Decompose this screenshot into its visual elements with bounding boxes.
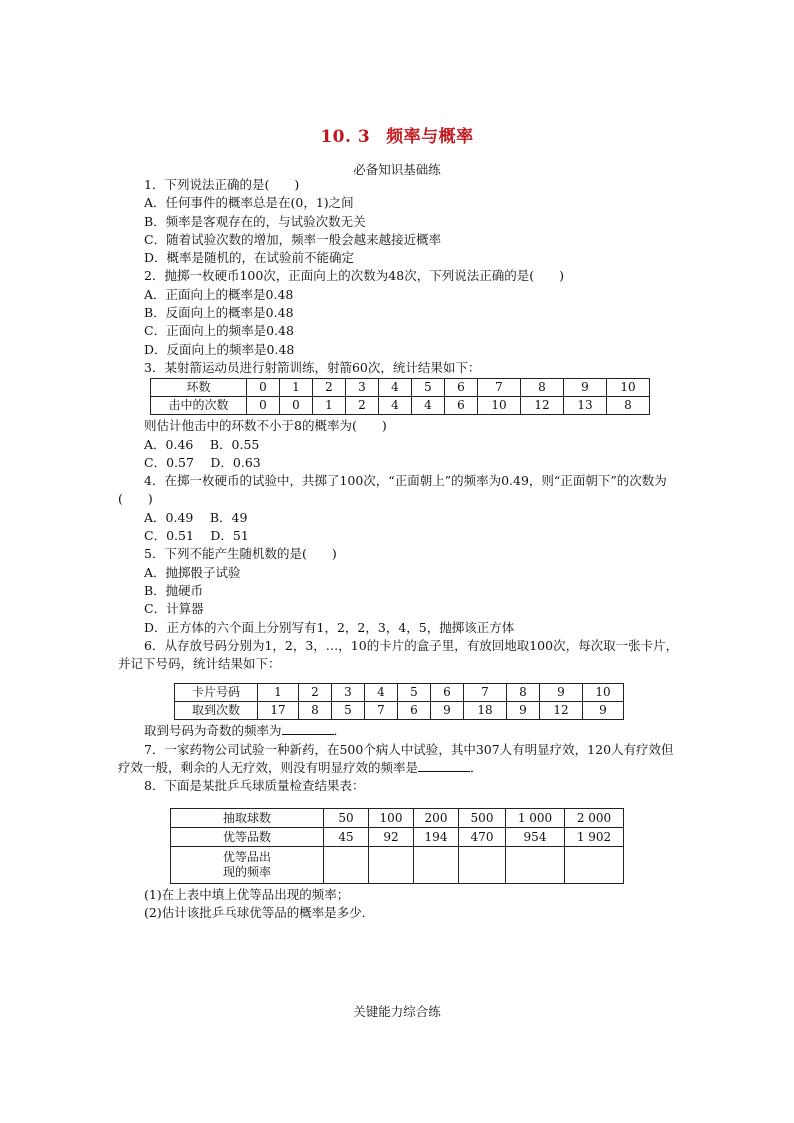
table-cell: 200 <box>414 808 459 827</box>
question-8-sub-2: (2)估计该批乒乓球优等品的概率是多少． <box>144 904 375 920</box>
frequency-answer-cell[interactable] <box>369 846 414 883</box>
question-3-stem: 3．某射箭运动员进行射箭训练，射箭60次，统计结果如下： <box>144 359 481 375</box>
table-cell: 100 <box>369 808 414 827</box>
question-7-end: ． <box>470 760 483 776</box>
table-cell: 1 902 <box>565 827 624 846</box>
question-5-stem: 5．下列不能产生随机数的是( ) <box>144 546 337 562</box>
table-cell: 13 <box>564 397 607 415</box>
table-cell: 0 <box>247 379 280 397</box>
table-cell: 18 <box>464 702 507 720</box>
table-cell: 12 <box>540 702 583 720</box>
question-list <box>118 176 680 922</box>
table-cell: 0 <box>247 397 280 415</box>
table-cell: 4 <box>412 397 445 415</box>
table-cell: 2 <box>299 684 332 702</box>
question-2-option-a: A．正面向上的概率是0.48 <box>144 286 294 302</box>
table-row <box>151 397 650 415</box>
table-cell: 10 <box>583 684 624 702</box>
question-2-option-c: C．正面向上的频率是0.48 <box>144 323 294 339</box>
table-row <box>171 808 624 827</box>
table-cell: 9 <box>431 702 464 720</box>
table-row <box>175 702 624 720</box>
title-number: 10. 3 <box>320 127 371 147</box>
table-cell: 9 <box>507 702 540 720</box>
table-row <box>171 827 624 846</box>
table-cell: 1 000 <box>506 808 565 827</box>
question-3-options-cd: C．0.57 D．0.63 <box>144 454 261 470</box>
table-cell: 8 <box>507 684 540 702</box>
table-cell: 取到次数 <box>175 702 258 720</box>
question-4-options-ab: A．0.49 B．49 <box>144 509 248 525</box>
table-cell: 8 <box>521 379 564 397</box>
table-cell: 9 <box>540 684 583 702</box>
table-cell: 500 <box>459 808 506 827</box>
table-cell: 194 <box>414 827 459 846</box>
card-draw-table <box>174 683 624 720</box>
question-1-stem: 1．下列说法正确的是( ) <box>144 177 300 192</box>
table-cell: 954 <box>506 827 565 846</box>
table-cell: 4 <box>365 684 398 702</box>
question-7-text: 7．一家药物公司试验一种新药，在500个病人中试验，其中307人有明显疗效，120人有疗效但疗效一般，剩余的人无疗效，则没有明显疗效的频率是 <box>118 741 674 776</box>
pingpong-quality-table <box>170 808 624 884</box>
question-3-options-ab: A．0.46 B．0.55 <box>144 436 260 452</box>
table-cell: 2 000 <box>565 808 624 827</box>
table-cell: 10 <box>607 379 650 397</box>
table-cell: 6 <box>445 397 478 415</box>
table-cell: 抽取球数 <box>171 808 324 827</box>
table-cell: 优等品数 <box>171 827 324 846</box>
table-cell: 9 <box>564 379 607 397</box>
table-cell: 4 <box>379 397 412 415</box>
question-7-stem <box>118 741 680 778</box>
question-6-stem: 6．从存放号码分别为1，2，3，…，10的卡片的盒子里，有放回地取100次，每次取一张卡片，并记下号码，统计结果如下： <box>118 637 679 672</box>
section-heading-basic: 必备知识基础练 <box>353 162 441 177</box>
row-label-line: 优等品出 <box>222 849 271 864</box>
frequency-answer-cell[interactable] <box>506 846 565 883</box>
table-cell: 卡片号码 <box>175 684 258 702</box>
table-cell: 1 <box>258 684 299 702</box>
table-cell: 45 <box>324 827 369 846</box>
table-cell: 3 <box>332 684 365 702</box>
question-4-options-cd: C．0.51 D．51 <box>144 528 249 544</box>
table-cell: 8 <box>299 702 332 720</box>
table-cell <box>171 846 324 883</box>
table-cell: 击中的次数 <box>151 397 247 415</box>
row-label-line: 现的频率 <box>222 864 271 879</box>
table-cell: 5 <box>332 702 365 720</box>
table-cell: 9 <box>583 702 624 720</box>
frequency-answer-cell[interactable] <box>565 846 624 883</box>
table-cell: 6 <box>398 702 431 720</box>
frequency-answer-cell[interactable] <box>459 846 506 883</box>
table-cell: 5 <box>398 684 431 702</box>
table-cell: 1 <box>313 397 346 415</box>
table-cell: 8 <box>607 397 650 415</box>
question-5-option-a: A．抛掷骰子试验 <box>144 564 241 580</box>
section-heading-advanced: 关键能力综合练 <box>353 1004 441 1019</box>
table-cell: 0 <box>280 397 313 415</box>
table-cell: 4 <box>379 379 412 397</box>
table-cell: 1 <box>280 379 313 397</box>
table-cell: 2 <box>346 397 379 415</box>
table-cell: 6 <box>431 684 464 702</box>
table-cell: 10 <box>478 397 521 415</box>
question-5-option-d: D．正方体的六个面上分别写有1，2，2，3，4，5，抛掷该正方体 <box>144 619 515 635</box>
question-1-option-a: A．任何事件的概率总是在(0，1)之间 <box>144 195 354 211</box>
frequency-answer-cell[interactable] <box>324 846 369 883</box>
table-cell: 6 <box>445 379 478 397</box>
question-2-option-b: B．反面向上的概率是0.48 <box>144 305 294 321</box>
question-1-option-b: B．频率是客观存在的，与试验次数无关 <box>144 213 366 229</box>
question-3-prompt: 则估计他击中的环数不小于8的概率为( ) <box>144 418 387 434</box>
question-5-option-c: C．计算器 <box>144 601 204 617</box>
answer-blank[interactable] <box>282 722 334 735</box>
question-4-stem: 4．在掷一枚硬币的试验中，共掷了100次，“正面朝上”的频率为0.49，则“正面朝下”的次数为( ) <box>118 473 667 507</box>
question-2-stem: 2．抛掷一枚硬币100次，正面向上的次数为48次，下列说法正确的是( ) <box>144 268 564 284</box>
question-6-prompt-text: 取到号码为奇数的频率为 <box>144 723 282 739</box>
question-8-stem: 8．下面是某批乒乓球质量检查结果表： <box>144 778 365 794</box>
archery-results-table <box>150 378 650 415</box>
question-2-option-d: D．反面向上的频率是0.48 <box>144 341 295 357</box>
table-row <box>171 846 624 883</box>
question-8-sub-1: (1)在上表中填上优等品出现的频率； <box>144 886 350 902</box>
frequency-answer-cell[interactable] <box>414 846 459 883</box>
table-cell: 92 <box>369 827 414 846</box>
table-cell: 2 <box>313 379 346 397</box>
table-cell: 环数 <box>151 379 247 397</box>
table-cell: 5 <box>412 379 445 397</box>
table-cell: 7 <box>365 702 398 720</box>
title-text: 频率与概率 <box>386 127 474 147</box>
question-1-option-c: C．随着试验次数的增加，频率一般会越来越接近概率 <box>144 231 442 247</box>
question-6-prompt-end: ． <box>333 723 347 739</box>
question-6-prompt <box>118 722 680 740</box>
question-1-option-d: D．概率是随机的，在试验前不能确定 <box>144 250 355 266</box>
table-row <box>151 379 650 397</box>
table-cell: 7 <box>464 684 507 702</box>
table-cell: 3 <box>346 379 379 397</box>
table-cell: 12 <box>521 397 564 415</box>
answer-blank[interactable] <box>418 759 470 772</box>
question-5-option-b: B．抛硬币 <box>144 582 204 598</box>
table-cell: 470 <box>459 827 506 846</box>
page-title <box>0 122 794 147</box>
table-cell: 7 <box>478 379 521 397</box>
table-cell: 50 <box>324 808 369 827</box>
table-row <box>175 684 624 702</box>
table-cell: 17 <box>258 702 299 720</box>
